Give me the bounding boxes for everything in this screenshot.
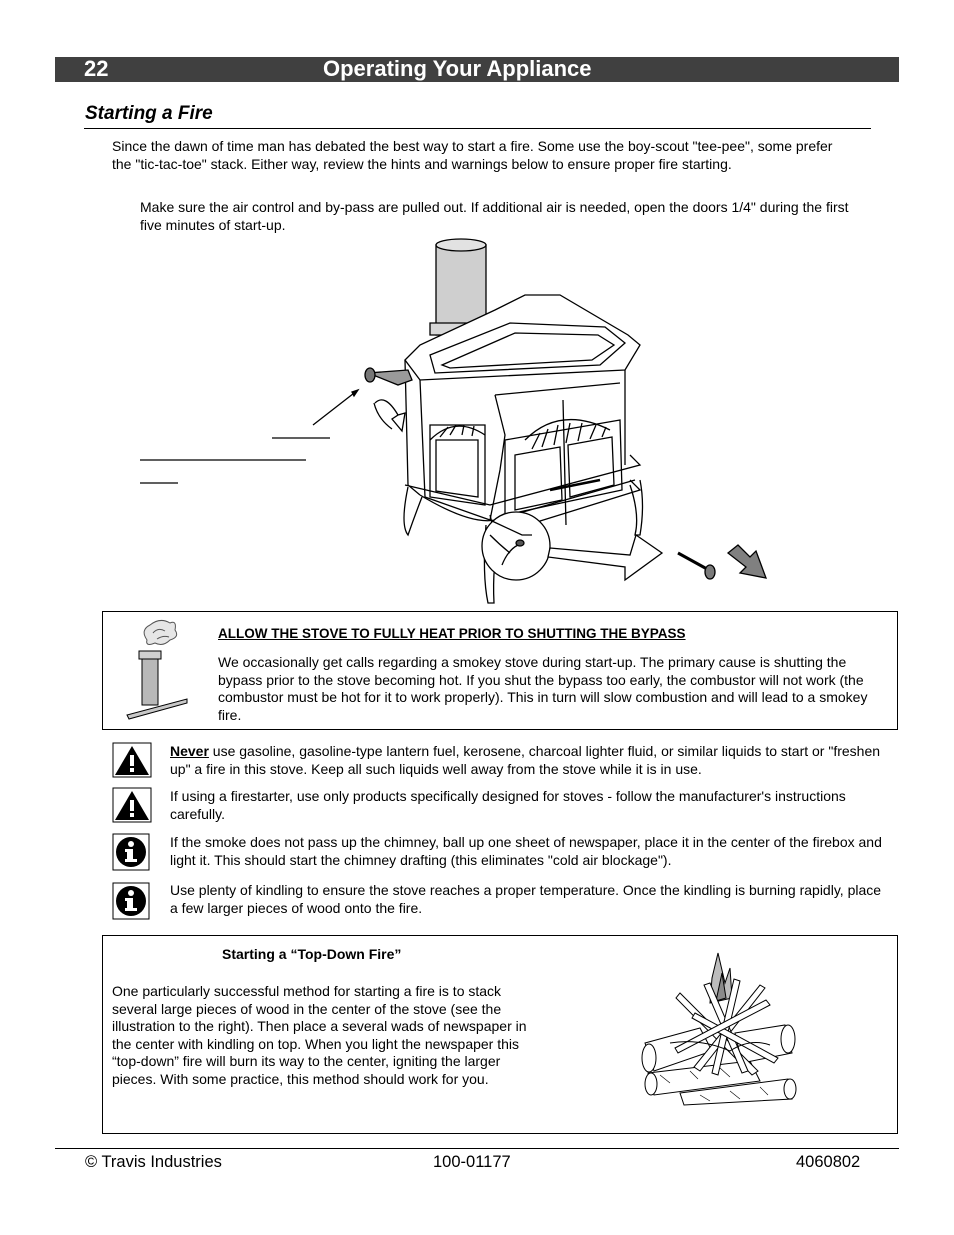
warning-icon bbox=[112, 787, 152, 823]
chimney-smoke-icon bbox=[125, 615, 190, 720]
topdown-body: One particularly successful method for starting a fire is to stack several large pieces of wood in the center of the stove (see the illustration to the right). Then place a several wads of newspaper in the center with kindling on top. When you light the newspaper this “top-down” fire will burn its way to the center, igniting the larger pieces. With some practice, this method should work for you. bbox=[112, 983, 527, 1087]
page-number: 22 bbox=[84, 56, 109, 81]
intro-paragraph: Since the dawn of time man has debated the best way to start a fire. Some use the boy-scout "tee-pee", some prefer the "tic-tac-toe" stack. Either way, review the hints and warnings below to ensure proper fire starting. bbox=[112, 138, 833, 172]
section-divider bbox=[84, 128, 871, 129]
info-icon bbox=[112, 882, 150, 920]
section-title: Starting a Fire bbox=[85, 103, 213, 124]
info-icon bbox=[112, 833, 150, 871]
page-title: Operating Your Appliance bbox=[323, 56, 592, 81]
topdown-fire-illustration bbox=[640, 943, 800, 1108]
air-instruction: Make sure the air control and by-pass are pulled out. If additional air is needed, open the doors 1/4" during the first five minutes of start-up. bbox=[140, 199, 849, 233]
bypass-body: We occasionally get calls regarding a smokey stove during start-up. The primary cause is shutting the bypass prior to the stove becoming hot. If you shut the bypass too early, the combustor will not work (the combustor must be hot for it to work properly). This in turn will slow combustion and will lead to a smokey fire. bbox=[218, 654, 868, 723]
note-firestarter: If using a firestarter, use only products specifically designed for stoves - follow the manufacturer's instructions carefully. bbox=[170, 788, 846, 822]
note-cold-air-blockage: If the smoke does not pass up the chimney, ball up one sheet of newspaper, place it in the center of the firebox and light it. This should start the chimney drafting (this eliminates "cold air blockage"). bbox=[170, 834, 882, 868]
note-kindling: Use plenty of kindling to ensure the stove reaches a proper temperature. Once the kindling is burning rapidly, place a few larger pieces of wood onto the fire. bbox=[170, 882, 882, 916]
footer-copyright: © Travis Industries bbox=[85, 1153, 222, 1171]
topdown-heading: Starting a “Top-Down Fire” bbox=[222, 946, 402, 962]
never-emphasis: Never bbox=[170, 743, 209, 759]
warning-icon bbox=[112, 742, 152, 778]
footer-document-number: 100-01177 bbox=[433, 1153, 511, 1171]
bypass-heading: ALLOW THE STOVE TO FULLY HEAT PRIOR TO SHUTTING THE BYPASS bbox=[218, 626, 686, 641]
stove-illustration bbox=[130, 235, 780, 610]
note-text: use gasoline, gasoline-type lantern fuel, kerosene, charcoal lighter fluid, or similar liquids to start or "freshen up" a fire in this stove. Keep all such liquids well away from the stove while it is in use. bbox=[170, 743, 881, 777]
note-never-gasoline bbox=[170, 743, 890, 778]
footer-divider bbox=[55, 1148, 899, 1149]
footer-revision: 4060802 bbox=[796, 1153, 861, 1171]
